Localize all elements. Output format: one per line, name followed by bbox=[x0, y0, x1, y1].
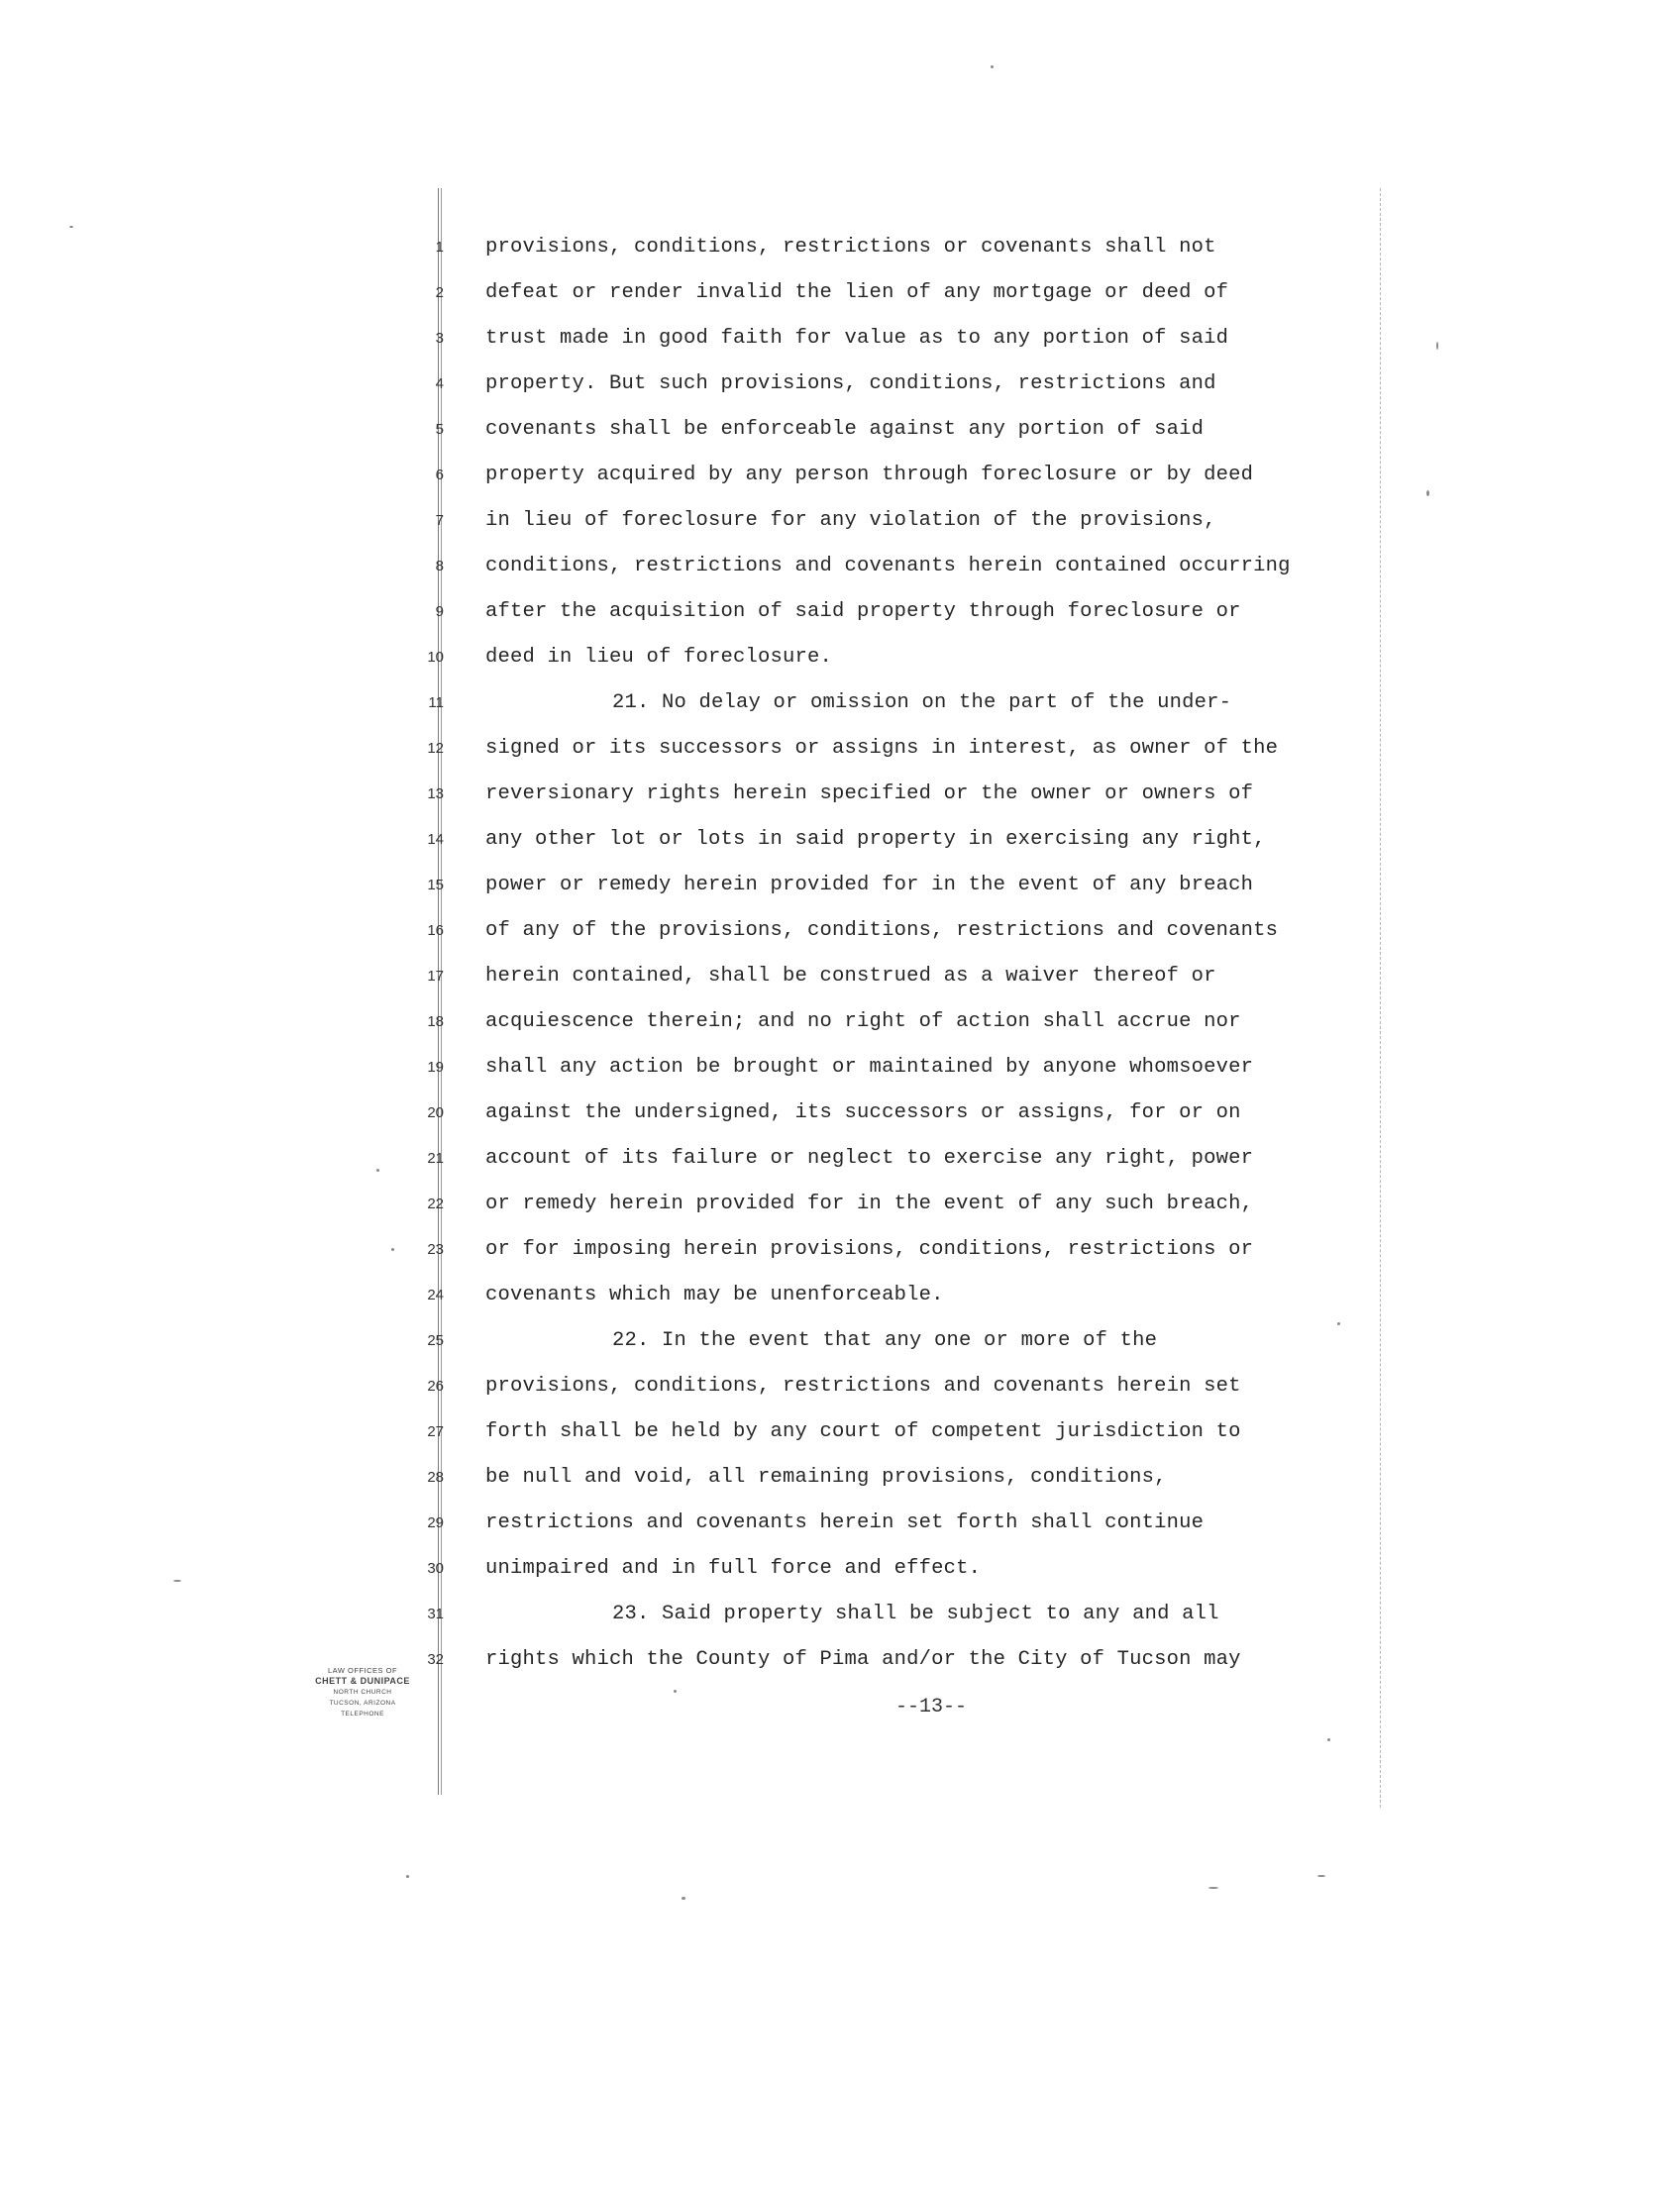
line-text: rights which the County of Pima and/or the City of Tucson may bbox=[485, 1648, 1241, 1671]
line-number: 21 bbox=[427, 1150, 444, 1167]
line-text: account of its failure or neglect to exercise any right, power bbox=[485, 1147, 1254, 1170]
pleading-line bbox=[0, 955, 1680, 998]
law-firm-stamp bbox=[289, 1665, 436, 1719]
line-text: in lieu of foreclosure for any violation of the provisions, bbox=[485, 509, 1216, 532]
scan-speck bbox=[1426, 490, 1429, 496]
line-number: 28 bbox=[427, 1469, 444, 1486]
line-text: herein contained, shall be construed as a waiver thereof or bbox=[485, 965, 1216, 988]
line-text: defeat or render invalid the lien of any mortgage or deed of bbox=[485, 281, 1229, 304]
firm-line: TUCSON, ARIZONA bbox=[329, 1700, 396, 1707]
line-text: power or remedy herein provided for in the event of any breach bbox=[485, 874, 1254, 896]
scan-speck bbox=[406, 1875, 409, 1878]
line-text: trust made in good faith for value as to any portion of said bbox=[485, 327, 1229, 350]
line-text: be null and void, all remaining provisions, conditions, bbox=[485, 1466, 1167, 1489]
firm-line: LAW OFFICES OF bbox=[327, 1666, 398, 1675]
line-text: property acquired by any person through foreclosure or by deed bbox=[485, 464, 1254, 486]
line-text: reversionary rights herein specified or the owner or owners of bbox=[485, 782, 1254, 805]
line-text: forth shall be held by any court of competent jurisdiction to bbox=[485, 1420, 1241, 1443]
line-number: 8 bbox=[435, 558, 444, 574]
pleading-line bbox=[0, 590, 1680, 634]
line-number: 3 bbox=[435, 330, 444, 347]
line-number: 2 bbox=[435, 284, 444, 301]
pleading-line bbox=[0, 909, 1680, 953]
scan-speck bbox=[674, 1690, 677, 1693]
scan-speck bbox=[1337, 1322, 1340, 1325]
line-text: shall any action be brought or maintained by anyone whomsoever bbox=[485, 1056, 1254, 1079]
line-number: 12 bbox=[427, 740, 444, 757]
pleading-line bbox=[0, 1365, 1680, 1408]
scan-speck bbox=[391, 1248, 394, 1251]
scan-speck bbox=[1436, 342, 1438, 350]
line-text: any other lot or lots in said property in exercising any right, bbox=[485, 828, 1266, 851]
scan-speck bbox=[991, 65, 994, 68]
pleading-line bbox=[0, 1092, 1680, 1135]
line-text: after the acquisition of said property through foreclosure or bbox=[485, 600, 1241, 623]
line-number: 6 bbox=[435, 467, 444, 483]
line-text: deed in lieu of foreclosure. bbox=[485, 646, 833, 669]
line-number: 16 bbox=[427, 922, 444, 939]
pleading-line bbox=[0, 1319, 1680, 1363]
scan-speck bbox=[376, 1169, 379, 1172]
pleading-line bbox=[0, 1046, 1680, 1090]
line-number: 11 bbox=[428, 694, 444, 711]
pleading-line bbox=[0, 545, 1680, 588]
line-text: covenants shall be enforceable against any portion of said bbox=[485, 418, 1205, 441]
line-text: property. But such provisions, conditions, restrictions and bbox=[485, 372, 1216, 395]
line-number: 4 bbox=[435, 375, 444, 392]
pleading-line bbox=[0, 1410, 1680, 1454]
firm-name: CHETT & DUNIPACE bbox=[315, 1676, 410, 1686]
scan-speck bbox=[1317, 1875, 1325, 1877]
line-number: 30 bbox=[427, 1560, 444, 1577]
pleading-line bbox=[0, 1183, 1680, 1226]
line-text: acquiescence therein; and no right of action shall accrue nor bbox=[485, 1010, 1241, 1033]
line-text: or for imposing herein provisions, conditions, restrictions or bbox=[485, 1238, 1254, 1261]
pleading-line bbox=[0, 226, 1680, 269]
pleading-line bbox=[0, 1000, 1680, 1044]
line-text: restrictions and covenants herein set forth shall continue bbox=[485, 1511, 1205, 1534]
line-text: or remedy herein provided for in the event of any such breach, bbox=[485, 1193, 1254, 1215]
firm-line: NORTH CHURCH bbox=[333, 1689, 392, 1696]
line-text: 23. Said property shall be subject to any and all bbox=[612, 1603, 1219, 1625]
line-number: 14 bbox=[427, 831, 444, 848]
pleading-line bbox=[0, 773, 1680, 816]
line-number: 18 bbox=[427, 1013, 444, 1030]
line-number: 20 bbox=[427, 1104, 444, 1121]
pleading-line bbox=[0, 1593, 1680, 1636]
line-number: 23 bbox=[427, 1241, 444, 1258]
pleading-line bbox=[0, 727, 1680, 771]
line-text: provisions, conditions, restrictions or covenants shall not bbox=[485, 236, 1216, 259]
line-number: 9 bbox=[435, 603, 444, 620]
line-number: 32 bbox=[427, 1651, 444, 1668]
line-text: against the undersigned, its successors or assigns, for or on bbox=[485, 1101, 1241, 1124]
line-number: 7 bbox=[435, 512, 444, 529]
pleading-line bbox=[0, 363, 1680, 406]
pleading-line bbox=[0, 1638, 1680, 1682]
pleading-line bbox=[0, 317, 1680, 361]
pleading-line bbox=[0, 818, 1680, 862]
firm-line: TELEPHONE bbox=[341, 1711, 384, 1718]
pleading-line bbox=[0, 1137, 1680, 1181]
scan-speck bbox=[1327, 1738, 1330, 1741]
line-number: 26 bbox=[427, 1378, 444, 1395]
line-number: 10 bbox=[427, 649, 444, 666]
line-number: 25 bbox=[427, 1332, 444, 1349]
scan-speck bbox=[173, 1580, 181, 1582]
line-number: 19 bbox=[427, 1059, 444, 1076]
scan-speck bbox=[682, 1897, 685, 1900]
line-text: signed or its successors or assigns in interest, as owner of the bbox=[485, 737, 1279, 760]
line-number: 13 bbox=[427, 785, 444, 802]
scan-speck bbox=[1208, 1887, 1218, 1889]
pleading-line bbox=[0, 1228, 1680, 1272]
line-text: 22. In the event that any one or more of the bbox=[612, 1329, 1158, 1352]
line-number: 27 bbox=[427, 1423, 444, 1440]
pleading-line bbox=[0, 408, 1680, 452]
line-number: 15 bbox=[427, 877, 444, 893]
line-text: covenants which may be unenforceable. bbox=[485, 1284, 944, 1306]
line-text: conditions, restrictions and covenants herein contained occurring bbox=[485, 555, 1291, 577]
line-number: 1 bbox=[435, 239, 444, 256]
line-number: 22 bbox=[427, 1196, 444, 1212]
pleading-line bbox=[0, 636, 1680, 679]
line-text: provisions, conditions, restrictions and covenants herein set bbox=[485, 1375, 1241, 1398]
pleading-line bbox=[0, 1456, 1680, 1500]
line-number: 24 bbox=[427, 1287, 444, 1303]
line-number: 17 bbox=[427, 968, 444, 985]
line-number: 29 bbox=[427, 1514, 444, 1531]
line-text: of any of the provisions, conditions, restrictions and covenants bbox=[485, 919, 1279, 942]
pleading-line bbox=[0, 271, 1680, 315]
line-text: 21. No delay or omission on the part of the under- bbox=[612, 691, 1232, 714]
line-text: unimpaired and in full force and effect. bbox=[485, 1557, 982, 1580]
pleading-line bbox=[0, 1547, 1680, 1591]
line-number: 31 bbox=[427, 1606, 444, 1622]
page-number: --13-- bbox=[894, 1696, 967, 1718]
pleading-line bbox=[0, 681, 1680, 725]
pleading-line bbox=[0, 864, 1680, 907]
line-number: 5 bbox=[435, 421, 444, 438]
pleading-line bbox=[0, 499, 1680, 543]
scan-speck bbox=[69, 226, 73, 228]
pleading-line bbox=[0, 1274, 1680, 1317]
pleading-line bbox=[0, 1502, 1680, 1545]
